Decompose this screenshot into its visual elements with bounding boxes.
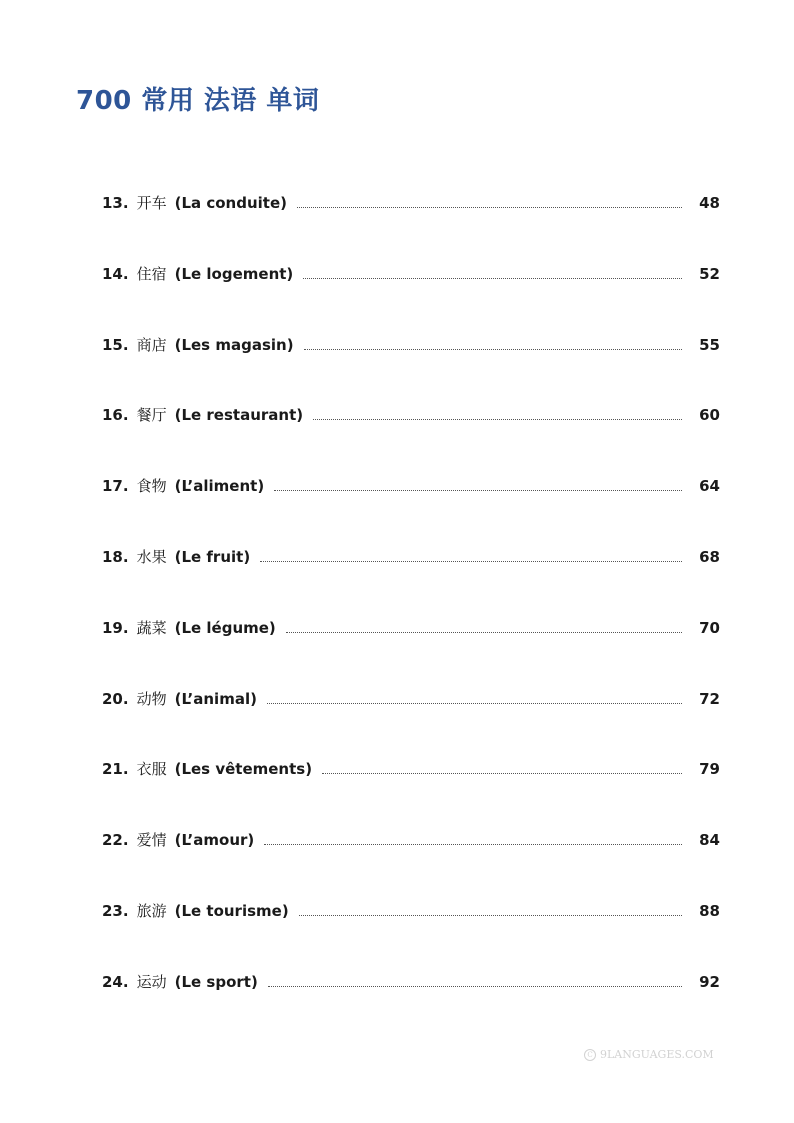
toc-entry-french-title: (Les magasin) [174,335,294,354]
toc-entry[interactable] [102,544,720,615]
toc-dot-leader [260,544,682,562]
toc-entry-french-title: (Le fruit) [174,547,251,566]
toc-entry[interactable] [102,332,720,403]
toc-entry-page-number: 68 [699,547,720,566]
toc-entry-french-title: (Les vêtements) [174,760,313,779]
toc-entry[interactable] [102,969,720,1040]
watermark-text: 9LANGUAGES.COM [600,1048,714,1061]
copyright-icon: C [584,1049,596,1061]
toc-entry-chinese-title: 商店 [136,335,167,354]
toc-entry-number: 24. [102,972,129,991]
toc-entry[interactable] [102,898,720,969]
toc-entry[interactable] [102,402,720,473]
watermark [584,1048,714,1061]
table-of-contents [102,190,720,1040]
toc-entry-chinese-title: 衣服 [136,760,167,779]
toc-dot-leader [264,827,682,845]
toc-entry-number: 18. [102,547,129,566]
toc-entry-chinese-title: 水果 [136,547,167,566]
toc-dot-leader [303,261,682,279]
toc-entry-number: 22. [102,831,129,850]
toc-dot-leader [274,473,682,491]
toc-dot-leader [268,969,682,987]
toc-dot-leader [299,898,682,916]
toc-entry-chinese-title: 蔬菜 [136,618,167,637]
toc-entry-number: 14. [102,264,129,283]
toc-dot-leader [297,190,682,208]
toc-entry-number: 19. [102,618,129,637]
toc-entry-number: 23. [102,901,129,920]
toc-entry[interactable] [102,756,720,827]
toc-entry-french-title: (Le restaurant) [174,406,304,425]
toc-entry[interactable] [102,261,720,332]
toc-dot-leader [267,686,682,704]
toc-entry-french-title: (L’animal) [174,689,257,708]
page-title: 700 常用 法语 单词 [76,86,320,116]
toc-dot-leader [313,402,682,420]
toc-entry[interactable] [102,615,720,686]
toc-entry-page-number: 72 [699,689,720,708]
toc-entry-french-title: (L’aliment) [174,477,265,496]
toc-entry-chinese-title: 餐厅 [136,406,167,425]
toc-entry[interactable] [102,686,720,757]
toc-entry-french-title: (La conduite) [174,194,287,212]
toc-entry-page-number: 92 [699,972,720,991]
toc-entry-page-number: 88 [699,901,720,920]
toc-entry-page-number: 64 [699,477,720,496]
toc-entry-number: 17. [102,477,129,496]
toc-entry-page-number: 70 [699,618,720,637]
toc-entry-page-number: 48 [699,194,720,212]
toc-entry[interactable] [102,190,720,261]
toc-entry-chinese-title: 住宿 [136,264,167,283]
toc-entry-chinese-title: 开车 [136,194,167,212]
toc-entry-french-title: (Le légume) [174,618,276,637]
toc-entry-chinese-title: 动物 [136,689,167,708]
toc-entry-chinese-title: 运动 [136,972,167,991]
toc-entry-french-title: (Le logement) [174,264,294,283]
toc-dot-leader [304,332,682,350]
toc-entry-chinese-title: 食物 [136,477,167,496]
toc-entry-page-number: 79 [699,760,720,779]
toc-entry[interactable] [102,473,720,544]
toc-entry-number: 13. [102,194,129,212]
toc-entry-number: 16. [102,406,129,425]
toc-dot-leader [286,615,682,633]
toc-entry-french-title: (Le tourisme) [174,901,289,920]
toc-entry-page-number: 55 [699,335,720,354]
toc-entry-french-title: (L’amour) [174,831,255,850]
toc-dot-leader [322,756,682,774]
toc-entry-number: 15. [102,335,129,354]
toc-entry[interactable] [102,827,720,898]
toc-entry-page-number: 60 [699,406,720,425]
toc-entry-number: 21. [102,760,129,779]
toc-entry-page-number: 52 [699,264,720,283]
toc-entry-chinese-title: 旅游 [136,901,167,920]
toc-entry-french-title: (Le sport) [174,972,258,991]
toc-entry-number: 20. [102,689,129,708]
toc-entry-chinese-title: 爱情 [136,831,167,850]
toc-entry-page-number: 84 [699,831,720,850]
